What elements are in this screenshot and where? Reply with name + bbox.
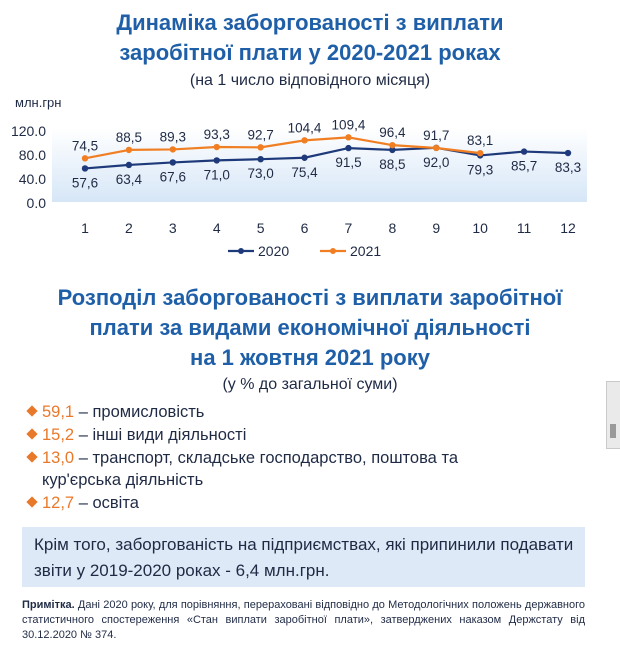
diamond-bullet-icon — [26, 451, 37, 462]
data-point — [301, 137, 307, 143]
legend-item — [228, 243, 289, 259]
data-label: 88,5 — [379, 156, 406, 172]
y-tick-label: 120.0 — [10, 123, 46, 139]
data-label: 83,3 — [554, 160, 582, 176]
data-point — [345, 145, 351, 151]
list-item — [28, 447, 588, 491]
x-tick-label: 4 — [212, 220, 221, 236]
list-item — [28, 492, 588, 514]
activity-label: – транспорт, складське господарство, поштова та кур'єрська діяльність — [42, 449, 458, 489]
share-value: 15,2 — [42, 426, 75, 444]
legend-marker-icon — [330, 248, 336, 254]
data-label: 93,3 — [203, 127, 230, 143]
data-label: 57,6 — [71, 175, 99, 191]
footnote-label: Примітка. — [22, 599, 75, 611]
diamond-bullet-icon — [26, 496, 37, 507]
data-point — [389, 142, 395, 148]
data-point — [301, 155, 307, 161]
x-tick-label: 5 — [256, 220, 265, 236]
data-point — [82, 155, 88, 161]
data-label: 73,0 — [247, 166, 274, 182]
info-note-box — [22, 527, 585, 587]
data-label: 109,4 — [331, 117, 366, 133]
data-point — [345, 134, 351, 140]
data-label: 71,0 — [203, 167, 230, 183]
legend-marker-icon — [238, 248, 244, 254]
distribution-title — [0, 283, 620, 373]
chart-title-line-1: Динаміка заборгованості з виплати — [116, 10, 504, 35]
data-point — [170, 146, 176, 152]
footnote — [22, 598, 585, 643]
list-item — [28, 401, 588, 423]
x-tick-label: 3 — [168, 220, 177, 236]
data-label: 83,1 — [467, 133, 494, 149]
data-label: 104,4 — [287, 120, 322, 136]
data-label: 85,7 — [510, 158, 538, 174]
data-label: 91,7 — [423, 127, 450, 143]
footnote-text: Дані 2020 року, для порівняння, перераховані відповідно до Методологічних положень державного статистичного спостереження «Стан виплати заробітної плати», затверджених наказом Держстату від 30.12.2020 № 374. — [22, 599, 585, 641]
data-point — [257, 156, 263, 162]
y-axis — [11, 123, 46, 211]
share-value: 59,1 — [42, 403, 75, 421]
data-label: 88,5 — [115, 129, 143, 145]
x-axis — [81, 220, 576, 236]
y-tick-label: 40.0 — [18, 171, 46, 187]
activity-label: – промисловість — [74, 403, 205, 421]
data-label: 74,5 — [71, 138, 99, 154]
legend-label: 2021 — [350, 243, 382, 259]
distribution-title-line-3: на 1 жовтня 2021 року — [190, 345, 430, 370]
y-axis-label: млн.грн — [15, 95, 62, 110]
x-tick-label: 11 — [516, 220, 532, 236]
x-tick-label: 12 — [560, 220, 576, 236]
data-point — [170, 159, 176, 165]
data-label: 92,0 — [423, 154, 450, 170]
share-value: 12,7 — [42, 494, 75, 512]
share-value: 13,0 — [42, 449, 75, 467]
data-point — [214, 157, 220, 163]
data-label: 79,3 — [467, 162, 494, 178]
x-tick-label: 1 — [81, 220, 89, 236]
distribution-title-line-1: Розподіл заборгованості з виплати заробітної — [57, 285, 563, 310]
data-label: 92,7 — [247, 127, 274, 143]
activity-label: – освіта — [74, 494, 139, 512]
line-chart — [0, 95, 620, 265]
activity-label: – інші види діяльності — [74, 426, 247, 444]
distribution-list — [28, 401, 588, 515]
data-label: 91,5 — [335, 155, 362, 171]
data-point — [433, 145, 439, 151]
data-label: 89,3 — [159, 129, 186, 145]
diamond-bullet-icon — [26, 405, 37, 416]
data-label: 75,4 — [291, 164, 318, 180]
chart-title-line-2: заробітної плати у 2020-2021 роках — [119, 40, 501, 65]
data-label: 63,4 — [115, 171, 143, 187]
data-label: 96,4 — [379, 125, 406, 141]
data-point — [565, 150, 571, 156]
x-tick-label: 10 — [472, 220, 488, 236]
x-tick-label: 9 — [432, 220, 441, 236]
distribution-title-line-2: плати за видами економічної діяльності — [89, 315, 531, 340]
legend — [228, 243, 381, 259]
data-point — [257, 144, 263, 150]
data-point — [521, 148, 527, 154]
data-point — [126, 147, 132, 153]
chart-title — [0, 8, 620, 68]
scrollbar-handle[interactable] — [606, 381, 620, 449]
x-tick-label: 8 — [388, 220, 397, 236]
data-point — [126, 162, 132, 168]
y-tick-label: 80.0 — [18, 147, 46, 163]
data-label: 67,6 — [159, 169, 186, 185]
info-note-text: Крім того, заборгованість на підприємствах, які припинили подавати звіти у 2019-2020 роках - 6,4 млн.грн. — [34, 535, 574, 580]
diamond-bullet-icon — [26, 428, 37, 439]
data-point — [477, 150, 483, 156]
data-point — [214, 144, 220, 150]
data-point — [82, 165, 88, 171]
legend-item — [320, 243, 381, 259]
distribution-subtitle: (у % до загальної суми) — [222, 376, 398, 393]
list-item — [28, 424, 588, 446]
x-tick-label: 6 — [300, 220, 309, 236]
chart-subtitle: (на 1 число відповідного місяця) — [189, 72, 431, 89]
legend-label: 2020 — [258, 243, 290, 259]
x-tick-label: 7 — [344, 220, 353, 236]
x-tick-label: 2 — [125, 220, 133, 236]
y-tick-label: 0.0 — [26, 195, 46, 211]
